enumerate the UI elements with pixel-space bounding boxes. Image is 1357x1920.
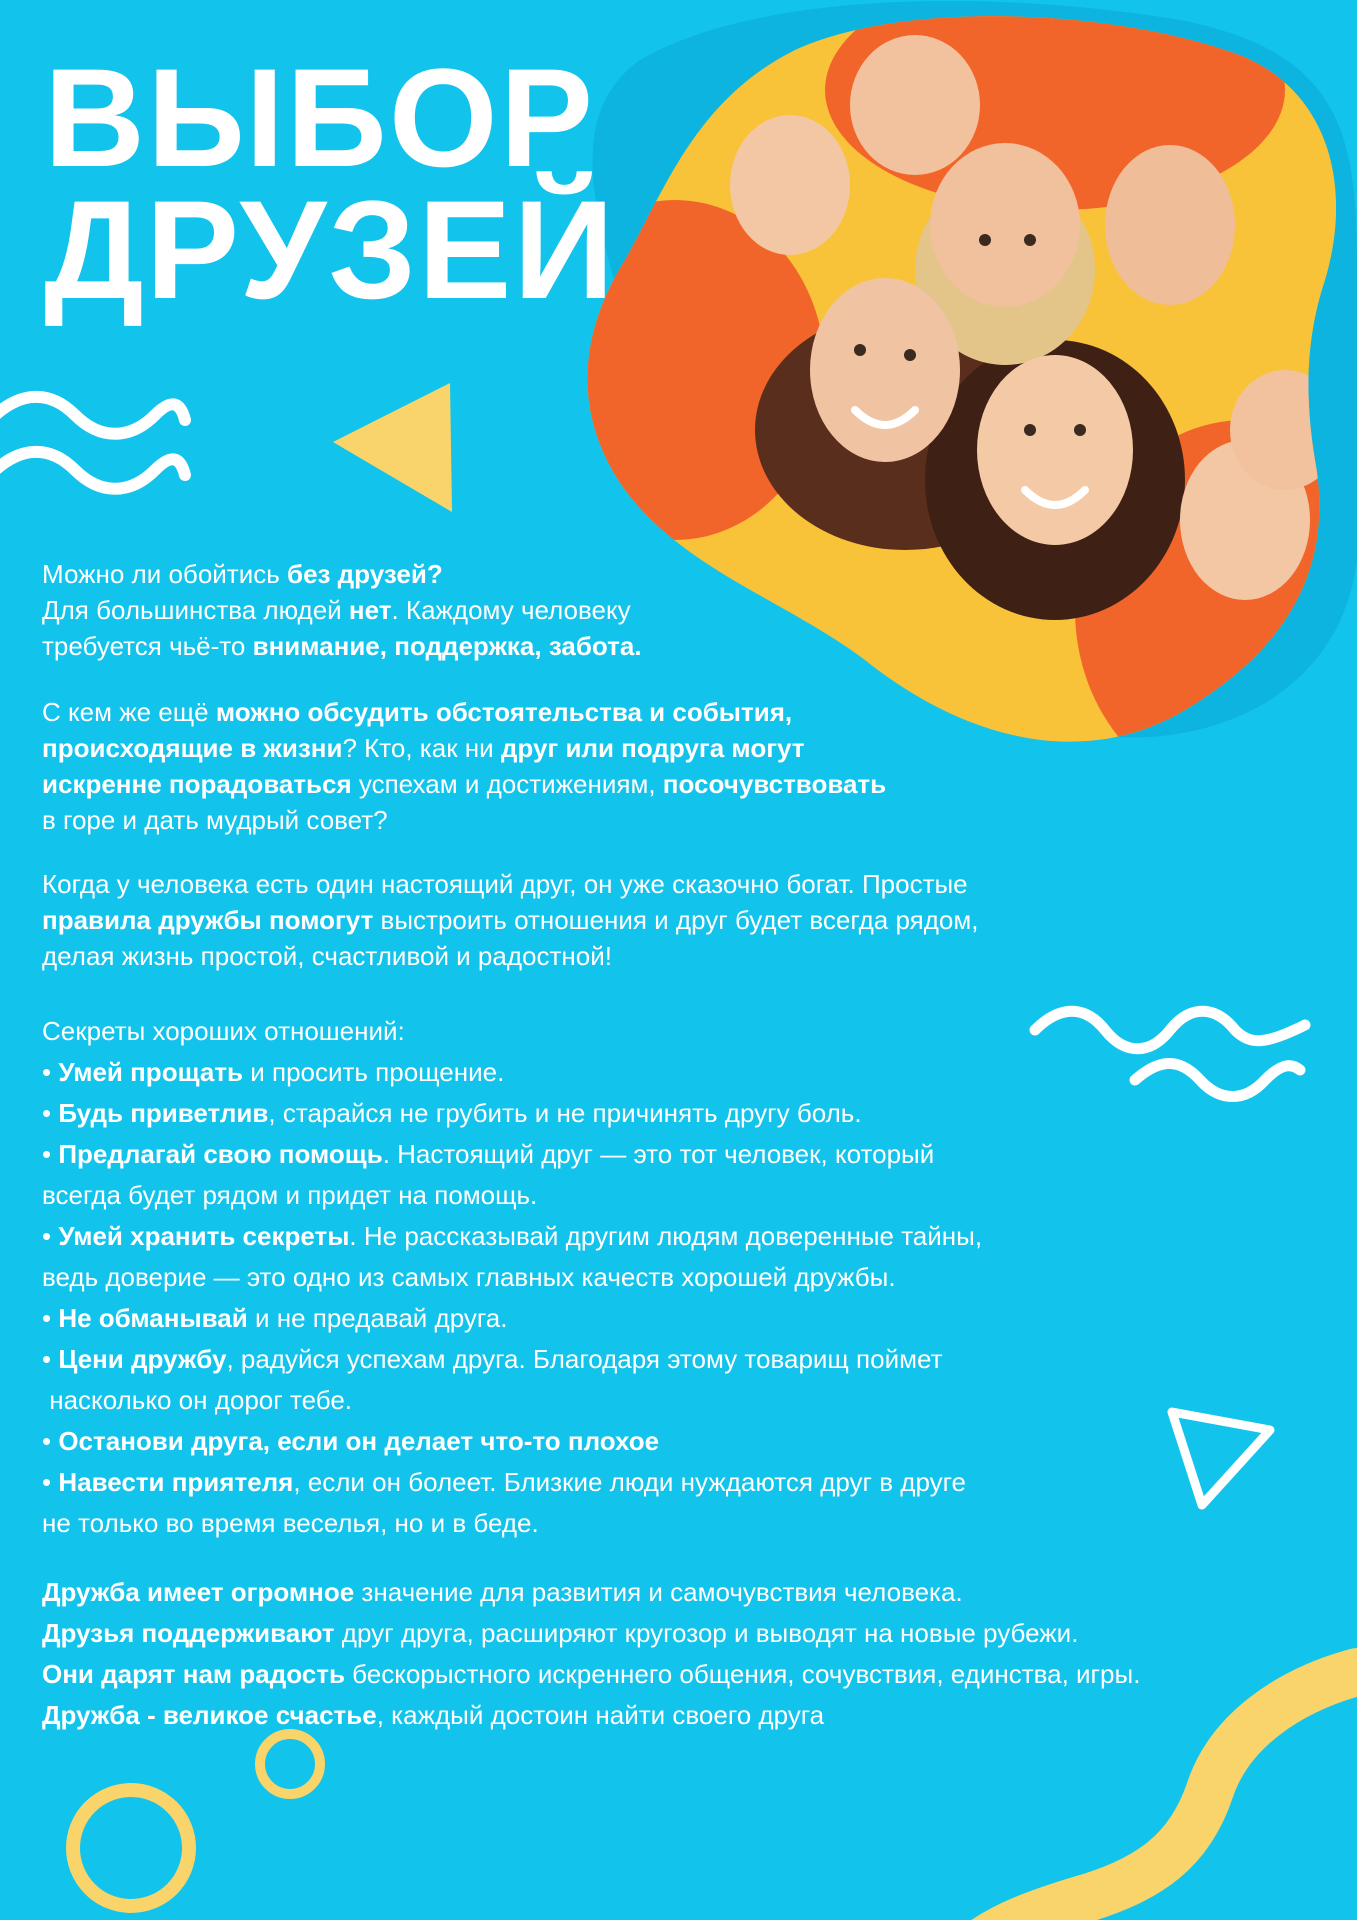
ring-icon: [260, 1734, 320, 1794]
text: требуется чьё-то: [42, 631, 253, 661]
secrets-heading: Секреты хороших отношений:: [42, 1016, 405, 1046]
list-item: [42, 1421, 982, 1462]
text: ? Кто, как ни: [342, 733, 501, 763]
text: , если он болеет. Близкие люди нуждаются друг в друге: [293, 1467, 966, 1497]
list-item-continuation: не только во время веселья, но и в беде.: [42, 1508, 539, 1538]
text: , радуйся успехам друга. Благодаря этому товарищ поймет: [226, 1344, 943, 1374]
emphasis: Умей хранить секреты: [58, 1221, 350, 1251]
emphasis: искренне порадоваться: [42, 769, 352, 799]
text: Для большинства людей: [42, 595, 349, 625]
list-item: [42, 1216, 982, 1257]
emphasis: правила дружбы помогут: [42, 905, 374, 935]
secrets-list: [42, 1011, 982, 1544]
text: Можно ли обойтись: [42, 559, 288, 589]
emphasis: Предлагай свою помощь: [58, 1139, 383, 1169]
discuss-line: [42, 694, 886, 730]
emphasis: Навести приятеля: [58, 1467, 294, 1497]
emphasis: внимание, поддержка, забота.: [252, 631, 642, 661]
final-line: [42, 1695, 1140, 1736]
list-item: [42, 1339, 982, 1380]
final-paragraph: [42, 1572, 1140, 1736]
discuss-line: в горе и дать мудрый совет?: [42, 805, 388, 835]
emphasis: Не обманывай: [58, 1303, 248, 1333]
rich-line: делая жизнь простой, счастливой и радостной!: [42, 941, 612, 971]
bullet: •: [42, 1098, 59, 1128]
list-item-continuation: ведь доверие — это одно из самых главных качеств хорошей дружбы.: [42, 1262, 896, 1292]
text: бескорыстного искреннего общения, сочувствия, единства, игры.: [344, 1659, 1141, 1689]
list-item: [42, 1298, 982, 1339]
triangle-outline-icon: [1172, 1412, 1270, 1505]
title-line-1: ВЫБОР: [44, 39, 596, 196]
emphasis: без друзей?: [287, 559, 443, 589]
text: друг друга, расширяют кругозор и выводят на новые рубежи.: [334, 1618, 1079, 1648]
discuss-line: [42, 766, 886, 802]
friends-photo: [585, 10, 1350, 750]
list-item: [42, 1052, 982, 1093]
bullet: •: [42, 1344, 59, 1374]
emphasis: Они дарят нам радость: [42, 1659, 345, 1689]
text: значение для развития и самочувствия человека.: [354, 1577, 963, 1607]
text: успехам и достижениям,: [351, 769, 663, 799]
title-line-2: ДРУЗЕЙ: [44, 171, 617, 328]
text: . Не рассказывай другим людям доверенные тайны,: [349, 1221, 983, 1251]
bullet: •: [42, 1467, 59, 1497]
discuss-line: [42, 730, 886, 766]
emphasis: Останови друга, если он делает что-то плохое: [58, 1426, 660, 1456]
emphasis: Цени дружбу: [58, 1344, 227, 1374]
list-item: [42, 1134, 982, 1175]
emphasis: Дружба имеет огромное: [42, 1577, 355, 1607]
final-line: [42, 1572, 1140, 1613]
emphasis: Дружба - великое счастье: [42, 1700, 377, 1730]
wave-icon: [1035, 1011, 1305, 1096]
text: , каждый достоин найти своего друга: [376, 1700, 825, 1730]
emphasis: Будь приветлив: [58, 1098, 269, 1128]
list-item: [42, 1462, 982, 1503]
rich-line: [42, 902, 978, 938]
intro-line: [42, 592, 642, 628]
bullet: •: [42, 1057, 59, 1087]
text: . Каждому человеку: [391, 595, 631, 625]
text: и просить прощение.: [243, 1057, 505, 1087]
final-line: [42, 1654, 1140, 1695]
emphasis: происходящие в жизни: [42, 733, 343, 763]
rich-paragraph: [42, 866, 978, 974]
text: выстроить отношения и друг будет всегда рядом,: [373, 905, 979, 935]
final-line: [42, 1613, 1140, 1654]
list-item-continuation: насколько он дорог тебе.: [42, 1385, 353, 1415]
emphasis: Друзья поддерживают: [42, 1618, 335, 1648]
list-item-continuation: всегда будет рядом и придет на помощь.: [42, 1180, 538, 1210]
text: . Настоящий друг — это тот человек, который: [382, 1139, 935, 1169]
intro-paragraph: [42, 556, 642, 664]
emphasis: посочувствовать: [662, 769, 887, 799]
list-item: [42, 1093, 982, 1134]
text: С кем же ещё: [42, 697, 216, 727]
bullet: •: [42, 1426, 59, 1456]
text: и не предавай друга.: [247, 1303, 508, 1333]
rich-line: Когда у человека есть один настоящий друг, он уже сказочно богат. Простые: [42, 869, 968, 899]
emphasis: Умей прощать: [58, 1057, 244, 1087]
ring-icon: [73, 1790, 189, 1906]
intro-line: [42, 556, 642, 592]
emphasis: друг или подруга могут: [500, 733, 805, 763]
emphasis: можно обсудить обстоятельства и события,: [215, 697, 793, 727]
triangle-icon: [333, 383, 452, 512]
bullet: •: [42, 1221, 59, 1251]
bullet: •: [42, 1303, 59, 1333]
intro-line: [42, 628, 642, 664]
wave-icon: [0, 397, 185, 489]
text: , старайся не грубить и не причинять другу боль.: [268, 1098, 862, 1128]
page-title: [44, 39, 617, 328]
discuss-paragraph: [42, 694, 886, 838]
bullet: •: [42, 1139, 59, 1169]
emphasis: нет: [348, 595, 392, 625]
